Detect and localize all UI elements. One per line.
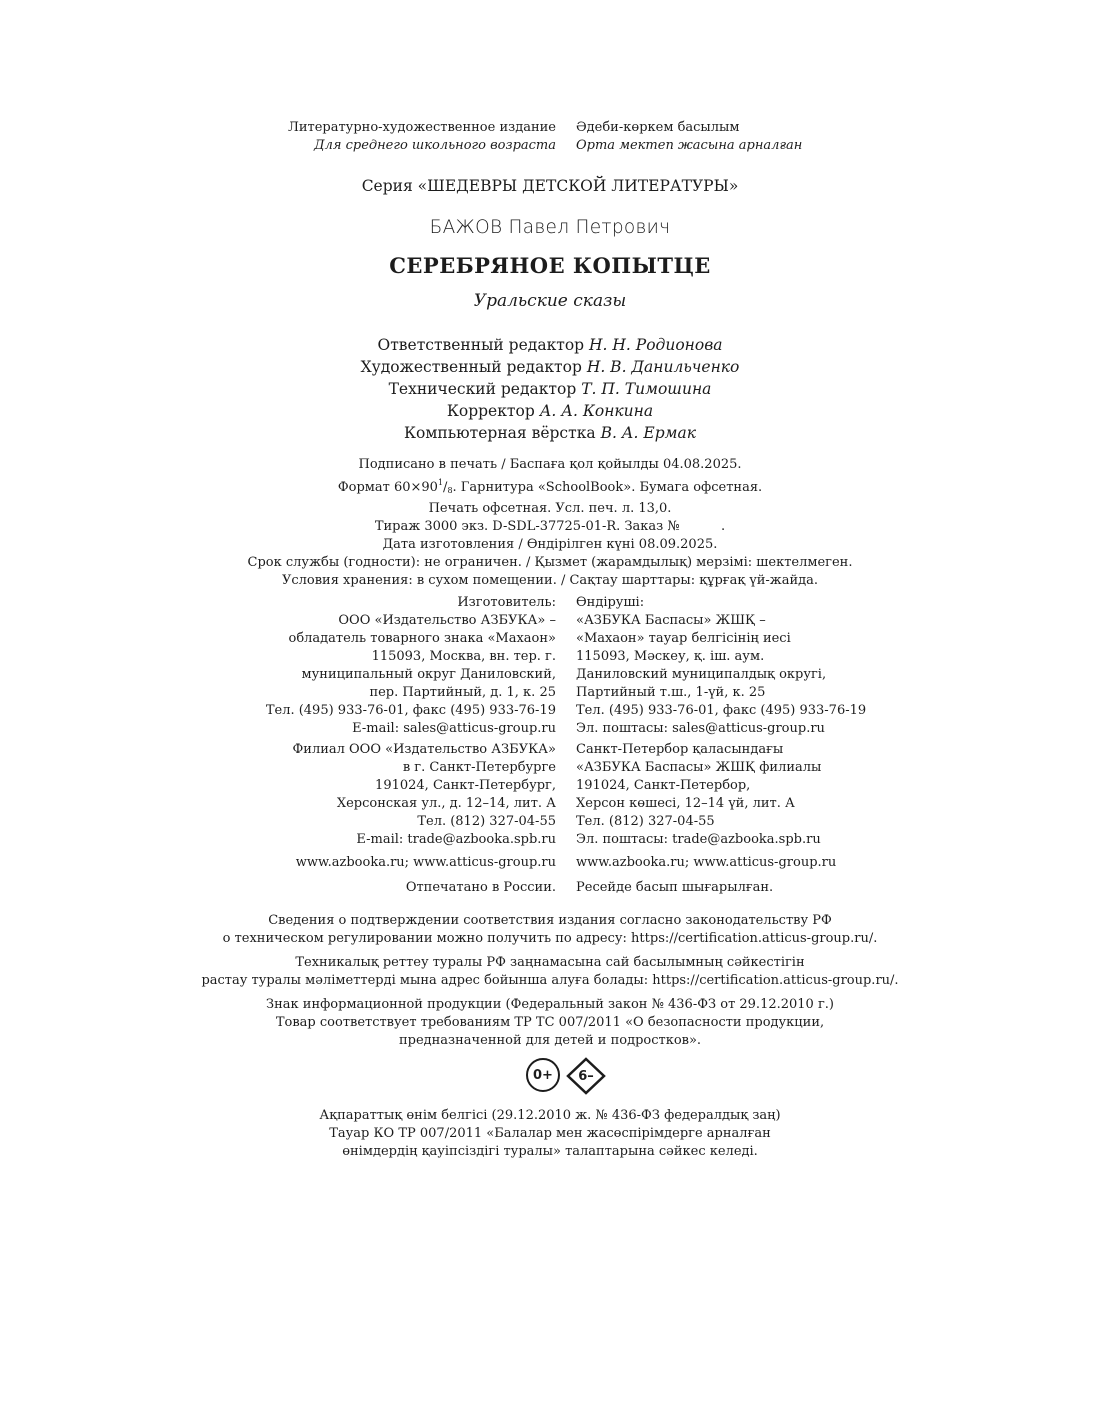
editor-role: Корректор	[446, 402, 535, 420]
edition-type-kz: Әдеби-көркем басылым	[576, 120, 740, 135]
branch-kz-email: Эл. поштасы: trade@azbooka.spb.ru	[576, 832, 821, 847]
run-line: Тираж 3000 экз. D-SDL-37725-01-R. Заказ № .	[374, 519, 726, 534]
age-rating-circle-icon	[526, 1058, 560, 1092]
maker-kz-line: «АЗБУКА Баспасы» ЖШҚ –	[576, 613, 766, 628]
websites-row	[0, 854, 1100, 872]
branch-kz-line: Тел. (812) 327-04-55	[576, 814, 715, 829]
editor-name: Н. Н. Родионова	[589, 336, 723, 354]
branch-ru-line: Филиал ООО «Издательство АЗБУКА»	[292, 742, 556, 757]
age-rating-label: 0+	[533, 1067, 553, 1083]
maker-ru-line: пер. Партийный, д. 1, к. 25	[369, 685, 556, 700]
maker-ru-line: обладатель товарного знака «Махаон»	[288, 631, 556, 646]
shelf-life-line: Срок службы (годности): не ограничен. / Қызмет (жарамдылық) мерзімі: шектелмеген.	[247, 555, 853, 570]
maker-kz-email: Эл. поштасы: sales@atticus-group.ru	[576, 721, 825, 736]
branch-ru-line: 191024, Санкт-Петербург,	[375, 778, 556, 793]
certification-kz-line: растау туралы мәліметтерді мына адрес бойынша алуға болады: https://certification.atticus-group.ru/.	[201, 973, 899, 988]
editor-role: Технический редактор	[388, 380, 577, 398]
maker-ru-line: Изготовитель:	[457, 595, 556, 610]
manufacturer-block	[0, 594, 1100, 738]
editors-list	[0, 334, 1100, 444]
info-sign-line: Знак информационной продукции (Федеральный закон № 436-ФЗ от 29.12.2010 г.)	[266, 997, 834, 1012]
branch-ru-email: E-mail: trade@azbooka.spb.ru	[356, 832, 556, 847]
editor-name: Т. П. Тимошина	[581, 380, 712, 398]
info-sign-kz-line: өнімдердің қауіпсіздігі туралы» талаптарына сәйкес келеді.	[342, 1144, 758, 1159]
maker-kz-line: Партийный т.ш., 1-үй, к. 25	[576, 685, 766, 700]
storage-line: Условия хранения: в сухом помещении. / Сақтау шарттары: құрғақ үй-жайда.	[281, 573, 819, 588]
editor-role: Компьютерная вёрстка	[404, 424, 596, 442]
made-date-line: Дата изготовления / Өндірілген күні 08.09.2025.	[382, 537, 718, 552]
certification-kz	[0, 954, 1100, 990]
age-group-ru: Для среднего школьного возраста	[314, 138, 556, 153]
printed-in-kz: Ресейде басып шығарылған.	[576, 880, 774, 895]
editor-name: В. А. Ермак	[600, 424, 696, 442]
book-subtitle: Уральские сказы	[473, 291, 627, 311]
format-suffix: . Гарнитура «SchoolBook». Бумага офсетная.	[452, 480, 763, 495]
info-sign-kz-line: Тауар КО ТР 007/2011 «Балалар мен жасөспірімдерге арналған	[329, 1126, 771, 1141]
editor-line	[0, 422, 1100, 444]
format-denominator: 8	[447, 486, 453, 495]
editor-line	[0, 356, 1100, 378]
maker-kz-line: Тел. (495) 933-76-01, факс (495) 933-76-19	[576, 703, 867, 718]
age-marks	[526, 1057, 616, 1097]
branch-kz-line: 191024, Санкт-Петербор,	[576, 778, 751, 793]
branch-block	[0, 741, 1100, 849]
printed-in-row	[0, 879, 1100, 897]
maker-ru-line: муниципальный округ Даниловский,	[301, 667, 556, 682]
age-group-kz: Орта мектеп жасына арналған	[576, 138, 803, 153]
maker-ru-email: E-mail: sales@atticus-group.ru	[352, 721, 556, 736]
branch-ru-line: Херсонская ул., д. 12–14, лит. А	[336, 796, 556, 811]
editor-line	[0, 334, 1100, 356]
editor-line	[0, 378, 1100, 400]
edition-type-ru: Литературно-художественное издание	[288, 120, 556, 135]
branch-kz-line: «АЗБУКА Баспасы» ЖШҚ филиалы	[576, 760, 822, 775]
age-rating-diamond-icon	[566, 1057, 606, 1095]
certification-line: о техническом регулировании можно получить по адресу: https://certification.atticus-group.ru/.	[222, 931, 878, 946]
branch-kz-line: Херсон көшесі, 12–14 үй, лит. А	[576, 796, 795, 811]
format-prefix: Формат 60×90	[337, 480, 438, 495]
signed-line: Подписано в печать / Баспаға қол қойылды 04.08.2025.	[358, 457, 742, 472]
product-age-label: 6–	[578, 1068, 594, 1084]
maker-ru-line: 115093, Москва, вн. тер. г.	[371, 649, 556, 664]
info-sign-line: предназначенной для детей и подростков».	[398, 1033, 702, 1048]
info-sign-kz-line: Ақпараттық өнім белгісі (29.12.2010 ж. № 436-ФЗ федералдық заң)	[319, 1108, 781, 1123]
printed-in-ru: Отпечатано в России.	[405, 880, 556, 895]
maker-ru-line: ООО «Издательство АЗБУКА» –	[338, 613, 556, 628]
maker-kz-line: 115093, Мәскеу, қ. іш. аум.	[576, 649, 765, 664]
branch-kz-line: Санкт-Петербор қаласындағы	[576, 742, 784, 757]
format-line: Формат $60\times 90^1/_8$. Гарнитура «SchoolBook». Бумага офсетная.	[337, 478, 763, 495]
edition-type-block	[0, 119, 1100, 155]
maker-ru-line: Тел. (495) 933-76-01, факс (495) 933-76-19	[265, 703, 556, 718]
branch-ru-line: в г. Санкт-Петербурге	[402, 760, 556, 775]
certification-ru	[0, 912, 1100, 948]
certification-kz-line: Техникалық реттеу туралы РФ заңнамасына сай басылымның сәйкестігін	[295, 955, 805, 970]
certification-line: Сведения о подтверждении соответствия издания согласно законодательству РФ	[268, 913, 832, 928]
printing-line: Печать офсетная. Усл. печ. л. 13,0.	[428, 501, 672, 516]
book-title: СЕРЕБРЯНОЕ КОПЫТЦЕ	[389, 253, 711, 278]
branch-ru-line: Тел. (812) 327-04-55	[417, 814, 556, 829]
format-numerator: 1	[437, 478, 444, 487]
info-sign-ru	[0, 996, 1100, 1050]
author-name: БАЖОВ Павел Петрович	[429, 217, 671, 238]
info-sign-line: Товар соответствует требованиям ТР ТС 007/2011 «О безопасности продукции,	[275, 1015, 825, 1030]
editor-name: Н. В. Данильченко	[586, 358, 740, 376]
editor-name: А. А. Конкина	[539, 402, 654, 420]
editor-role: Художественный редактор	[360, 358, 582, 376]
maker-kz-line: «Махаон» тауар белгісінің иесі	[576, 631, 791, 646]
editor-line	[0, 400, 1100, 422]
websites-ru: www.azbooka.ru; www.atticus-group.ru	[295, 855, 556, 870]
series-title: Серия «ШЕДЕВРЫ ДЕТСКОЙ ЛИТЕРАТУРЫ»	[361, 177, 739, 195]
print-info-block	[0, 456, 1100, 590]
editor-role: Ответственный редактор	[377, 336, 585, 354]
maker-kz-line: Даниловский муниципалдық округі,	[576, 667, 827, 682]
websites-kz: www.azbooka.ru; www.atticus-group.ru	[576, 855, 837, 870]
info-sign-kz	[0, 1107, 1100, 1161]
maker-kz-line: Өндіруші:	[576, 595, 645, 610]
